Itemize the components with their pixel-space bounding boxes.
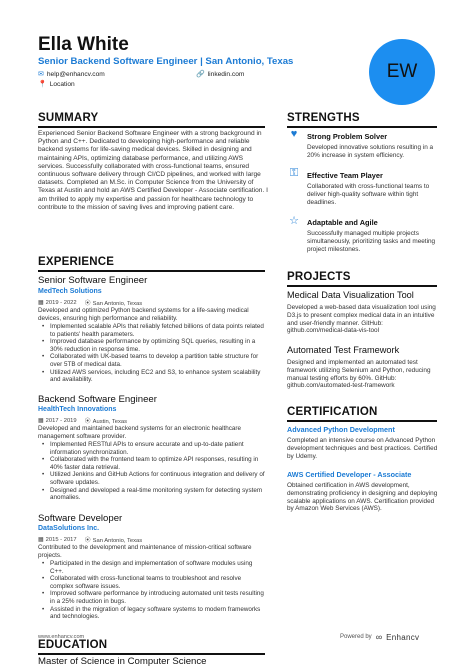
project-description: Developed a web-based data visualization tool using D3.js to present complex medical data in an intuitive and user-friendly manner. GitHub: github.com/medical-data-vis-tool (287, 304, 436, 335)
job-bullet: • Designed and developed a real-time monitoring system for detecting system anomalies. (40, 487, 266, 502)
job-meta (38, 298, 142, 307)
strengths-divider (287, 126, 437, 128)
job-bullets (40, 323, 266, 384)
job-bullets (40, 441, 266, 502)
certification-title: Advanced Python Development (287, 425, 395, 434)
footer-branding[interactable] (340, 632, 419, 642)
job-bullet: • Improved software performance by introducing automated unit tests resulting in a 25% reduction in bugs. (40, 590, 266, 605)
job-bullet: • Collaborated with the frontend team to optimize API responses, resulting in 40% faster data retrieval. (40, 456, 266, 471)
summary-text: Experienced Senior Backend Software Engineer with a strong background in Python and C++. Dedicated to developing high-performance and reliable backend systems for life-saving medical devices. Skilled in designing and maintaining APIs, optimizing database performance, and utilizing AWS services. Successfully collaborated with cross-functional teams, ensured continuous software delivery through CI/CD pipelines, and worked with large datasets. Completed an M.Sc. in Computer Science from the University of Texas at Austin and hold an AWS Certified Developer - Associate certification. I am thrilled to apply my expertise and passion for healthcare technology to contribute to the mission of saving lives and improving patient care. (38, 130, 268, 211)
summary-divider (38, 126, 265, 128)
job-description: Developed and maintained backend systems for an electronic healthcare management software provider. (38, 425, 242, 440)
education-heading: EDUCATION (38, 639, 108, 651)
job-meta (38, 416, 127, 425)
candidate-name: Ella White (38, 34, 129, 55)
location-pin-icon: ⦿ (84, 301, 91, 307)
calendar-icon: ▦ (38, 300, 44, 306)
job-bullet: • Assisted in the migration of legacy software systems to modern frameworks and technologies. (40, 606, 266, 621)
email-text: help@enhancv.com (46, 70, 105, 78)
brand-name: Enhancv (386, 632, 420, 642)
project-title: Medical Data Visualization Tool (287, 290, 414, 300)
job-bullet: • Collaborated with cross-functional teams to troubleshoot and resolve complex software issues. (40, 575, 266, 590)
certification-divider (287, 420, 437, 422)
job-bullet: • Collaborated with UK-based teams to develop a partition table structure for over 5TB of medical data. (40, 353, 266, 368)
job-meta (38, 535, 142, 544)
job-title: Software Developer (38, 513, 123, 524)
job-bullets (40, 560, 266, 621)
strengths-heading: STRENGTHS (287, 112, 360, 124)
strength-title: Strong Problem Solver (307, 132, 388, 141)
strength-description: Developed innovative solutions resulting in a 20% increase in system efficiency. (307, 144, 434, 159)
email-icon: ✉ (38, 71, 44, 78)
job-bullet: • Implemented RESTful APIs to ensure accurate and up-to-date patient information synchronization. (40, 441, 266, 456)
footer-url[interactable]: www.enhancv.com (38, 634, 85, 640)
job-title: Senior Software Engineer (38, 275, 148, 286)
experience-divider (38, 270, 265, 272)
job-description: Developed and optimized Python backend systems for a life-saving medical devices, ensuring high performance and reliability. (38, 307, 249, 322)
key-icon: ⚿ (289, 167, 299, 179)
summary-heading: SUMMARY (38, 112, 99, 124)
job-location: San Antonio, Texas (92, 538, 143, 544)
strength-title: Adaptable and Agile (307, 218, 378, 227)
contact-linkedin[interactable] (196, 70, 244, 78)
enhancv-logo-icon: ∞ (375, 632, 383, 642)
education-degree: Master of Science in Computer Science (38, 656, 207, 667)
calendar-icon: ▦ (38, 418, 44, 424)
education-divider (38, 653, 265, 655)
avatar-initials: EW (386, 61, 418, 82)
job-dates: 2015 - 2017 (45, 537, 77, 543)
certification-description: Obtained certification in AWS development, demonstrating proficiency in designing and deploying scalable applications on AWS. Certification provided by Amazon Web Services (AWS). (287, 482, 438, 513)
job-bullet: • Utilized Jenkins and GitHub Actions for continuous integration and delivery of software updates. (40, 471, 266, 486)
certification-description: Completed an intensive course on Advanced Python development techniques and best practices. Certified by Udemy. (287, 437, 438, 460)
job-bullet: • Participated in the design and implementation of software modules using C++. (40, 560, 266, 575)
location-pin-icon: ⦿ (84, 419, 91, 425)
job-company: MedTech Solutions (38, 288, 102, 295)
job-description: Contributed to the development and maintenance of mission-critical software projects. (38, 544, 252, 559)
avatar (369, 39, 435, 105)
certification-heading: CERTIFICATION (287, 406, 378, 418)
candidate-title: Senior Backend Software Engineer | San Antonio, Texas (38, 56, 294, 67)
job-dates: 2019 - 2022 (45, 300, 77, 306)
strength-description: Collaborated with cross-functional teams to deliver high-quality software within tight deadlines. (307, 183, 430, 206)
strength-title: Effective Team Player (307, 171, 383, 180)
calendar-icon: ▦ (38, 537, 44, 543)
job-dates: 2017 - 2019 (45, 418, 77, 424)
contact-email[interactable] (38, 70, 105, 78)
link-icon: 🔗 (196, 71, 205, 78)
certification-title: AWS Certified Developer - Associate (287, 470, 412, 479)
job-bullet: • Implemented scalable APIs that reliably fetched billions of data points related to patients' health parameters. (40, 323, 266, 338)
projects-heading: PROJECTS (287, 271, 351, 283)
contact-location (38, 80, 75, 88)
job-bullet: • Utilized AWS services, including EC2 and S3, to enhance system scalability and availability. (40, 369, 266, 384)
job-bullet: • Improved database performance by optimizing SQL queries, resulting in a 30% reduction in response time. (40, 338, 266, 353)
location-pin-icon: 📍 (38, 81, 47, 88)
job-location: Austin, Texas (92, 419, 128, 425)
projects-divider (287, 285, 437, 287)
location-text: Location (49, 80, 75, 88)
star-icon: ☆ (289, 215, 299, 227)
job-location: San Antonio, Texas (92, 301, 143, 307)
experience-heading: EXPERIENCE (38, 256, 115, 268)
project-description: Designed and implemented an automated test framework utilizing Selenium and Python, reducing manual testing efforts by 60%. GitHub: github.com/automated-test-framework (287, 359, 431, 390)
job-title: Backend Software Engineer (38, 394, 157, 405)
job-company: DataSolutions Inc. (38, 525, 100, 532)
project-title: Automated Test Framework (287, 345, 400, 355)
heart-icon: ♥ (290, 128, 298, 140)
strength-description: Successfully managed multiple projects simultaneously, prioritizing tasks and meeting project milestones. (307, 230, 436, 253)
powered-by-text: Powered by (340, 634, 372, 640)
location-pin-icon: ⦿ (84, 538, 91, 544)
job-company: HealthTech Innovations (38, 406, 117, 413)
linkedin-text: linkedin.com (207, 70, 245, 78)
